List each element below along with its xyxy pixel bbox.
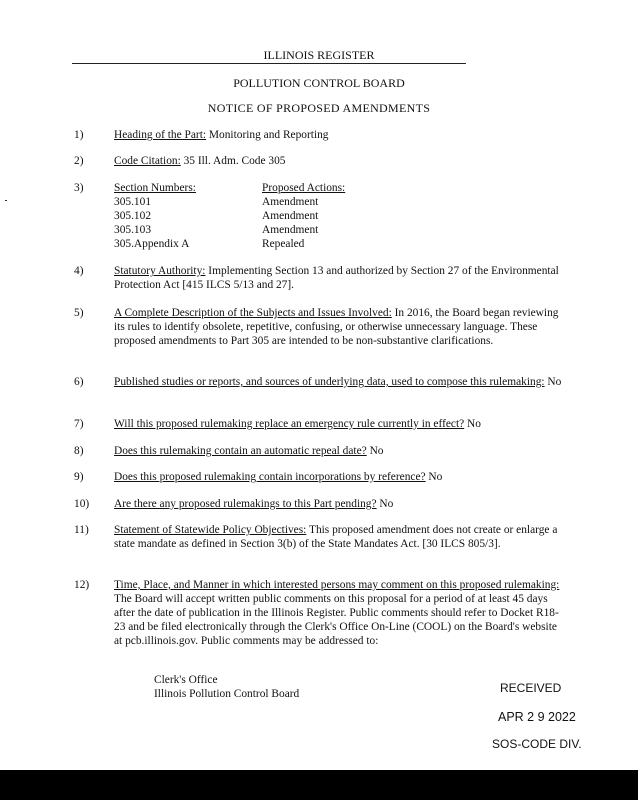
item-number: 5) [74, 307, 84, 319]
item-number: 2) [74, 155, 84, 167]
proposed-action: Amendment [262, 210, 319, 222]
section-number: 305.Appendix A [114, 238, 190, 250]
proposed-actions-header: Proposed Actions: [262, 182, 346, 194]
item-text: In 2016, the Board began reviewing its rules to identify obsolete, repetitive, confusing, or otherwise unnecessary language. These proposed amendments to Part 305 are intended to be non-substantive clarifications. [114, 307, 559, 347]
item-text: 35 Ill. Adm. Code 305 [180, 155, 286, 167]
item-text: No [425, 471, 443, 483]
section-numbers-header: Section Numbers: [114, 182, 196, 194]
item-label: Are there any proposed rulemakings to this Part pending? [114, 498, 377, 510]
received-stamp: RECEIVED [500, 681, 562, 695]
item-text: The Board will accept written public comments on this proposal for a period of at least 45 days after the date of publication in the Illinois Register. Public comments should refer to Docket R18-23 and be filed electronically through the Clerk's Office On-Line (COOL) on the Board's website at pcb.illinois.gov. Public comments may be addressed to: [114, 593, 559, 647]
item-number: 11) [74, 524, 89, 536]
item-number: 6) [74, 376, 84, 388]
register-title: ILLINOIS REGISTER [263, 48, 375, 62]
proposed-action: Amendment [262, 224, 319, 236]
table-row [114, 195, 402, 209]
item-text: This proposed amendment does not create or enlarge a state mandate as defined in Section 3(b) of the State Mandates Act. [30 ILCS 805/3]. [114, 524, 558, 550]
received-stamp-date: APR 2 9 2022 [498, 710, 576, 724]
item-label: A Complete Description of the Subjects and Issues Involved: [114, 307, 392, 319]
item-text: No [366, 445, 384, 457]
notice-title: NOTICE OF PROPOSED AMENDMENTS [207, 101, 431, 115]
address-line-1: Clerk's Office [154, 674, 218, 686]
sections-table [114, 181, 402, 251]
scan-mark [5, 200, 7, 201]
header-rule [72, 63, 466, 64]
item-label: Time, Place, and Manner in which interested persons may comment on this proposed rulemaking: [114, 579, 560, 591]
table-row [114, 237, 402, 251]
proposed-action: Repealed [262, 238, 305, 250]
item-text: Implementing Section 13 and authorized by Section 27 of the Environmental Protection Act [415 ILCS 5/13 and 27]. [114, 265, 559, 291]
item-label: Does this rulemaking contain an automatic repeal date? [114, 445, 367, 457]
item-label: Statement of Statewide Policy Objectives: [114, 524, 307, 536]
scan-bottom-border [0, 770, 638, 800]
section-number: 305.102 [114, 210, 152, 222]
item-text: No [376, 498, 394, 510]
item-number: 1) [74, 129, 84, 141]
item-text: No [464, 418, 481, 430]
item-label: Will this proposed rulemaking replace an emergency rule currently in effect? [114, 418, 465, 430]
item-number: 9) [74, 471, 84, 483]
board-title: POLLUTION CONTROL BOARD [233, 76, 405, 90]
section-number: 305.103 [114, 224, 152, 236]
received-stamp-division: SOS-CODE DIV. [492, 737, 582, 751]
item-number: 10) [74, 498, 90, 510]
item-number: 3) [74, 182, 84, 194]
item-label: Published studies or reports, and sources of underlying data, used to compose this rulemaking: [114, 376, 545, 388]
item-label: Heading of the Part: [114, 129, 207, 141]
table-row [114, 223, 402, 237]
table-row [114, 209, 402, 223]
item-text: Monitoring and Reporting [206, 129, 329, 141]
item-label: Does this proposed rulemaking contain incorporations by reference? [114, 471, 426, 483]
item-label: Statutory Authority: [114, 265, 206, 277]
item-label: Code Citation: [114, 155, 181, 167]
item-number: 7) [74, 418, 84, 430]
table-header-row [114, 181, 402, 195]
section-number: 305.101 [114, 196, 152, 208]
item-3 [74, 181, 564, 251]
item-number: 4) [74, 265, 84, 277]
item-number: 8) [74, 445, 84, 457]
item-number: 12) [74, 579, 90, 591]
proposed-action: Amendment [262, 196, 319, 208]
item-text: No [544, 376, 562, 388]
address-line-2: Illinois Pollution Control Board [154, 688, 300, 700]
